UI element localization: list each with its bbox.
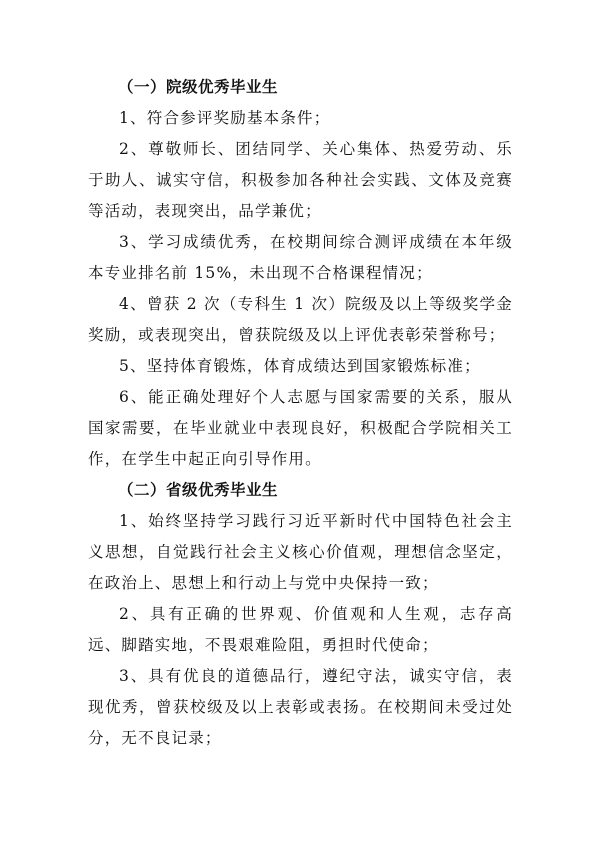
criterion-paragraph: 3、具有优良的道德品行，遵纪守法，诚实守信，表现优秀，曾获校级及以上表彰或表扬。在校期间未受过处分，无不良记录； <box>88 667 513 747</box>
section-heading-college: （一）院级优秀毕业生 <box>118 78 279 96</box>
criterion-paragraph: 1、始终坚持学习践行习近平新时代中国特色社会主义思想，自觉践行社会主义核心价值观，理想信念坚定，在政治上、思想上和行动上与党中央保持一致； <box>88 512 513 592</box>
criterion-paragraph: 6、能正确处理好个人志愿与国家需要的关系，服从国家需要，在毕业就业中表现良好，积极配合学院相关工作，在学生中起正向引导作用。 <box>88 388 513 468</box>
criterion-paragraph: 2、具有正确的世界观、价值观和人生观，志存高远、脚踏实地，不畏艰难险阻，勇担时代使命； <box>88 605 513 654</box>
criterion-paragraph: 2、尊敬师长、团结同学、关心集体、热爱劳动、乐于助人、诚实守信，积极参加各种社会实践、文体及竞赛等活动，表现突出，品学兼优； <box>88 140 513 220</box>
criterion-paragraph: 4、曾获 2 次（专科生 1 次）院级及以上等级奖学金奖励，或表现突出，曾获院级及以上评优表彰荣誉称号； <box>88 295 513 344</box>
document-body <box>88 72 513 754</box>
section-heading-provincial: （二）省级优秀毕业生 <box>118 481 279 499</box>
criterion-paragraph: 3、学习成绩优秀，在校期间综合测评成绩在本年级本专业排名前 15%，未出现不合格课程情况； <box>88 233 513 282</box>
criterion-paragraph: 1、符合参评奖励基本条件； <box>119 109 331 127</box>
criterion-paragraph: 5、坚持体育锻炼，体育成绩达到国家锻炼标准； <box>119 357 481 375</box>
